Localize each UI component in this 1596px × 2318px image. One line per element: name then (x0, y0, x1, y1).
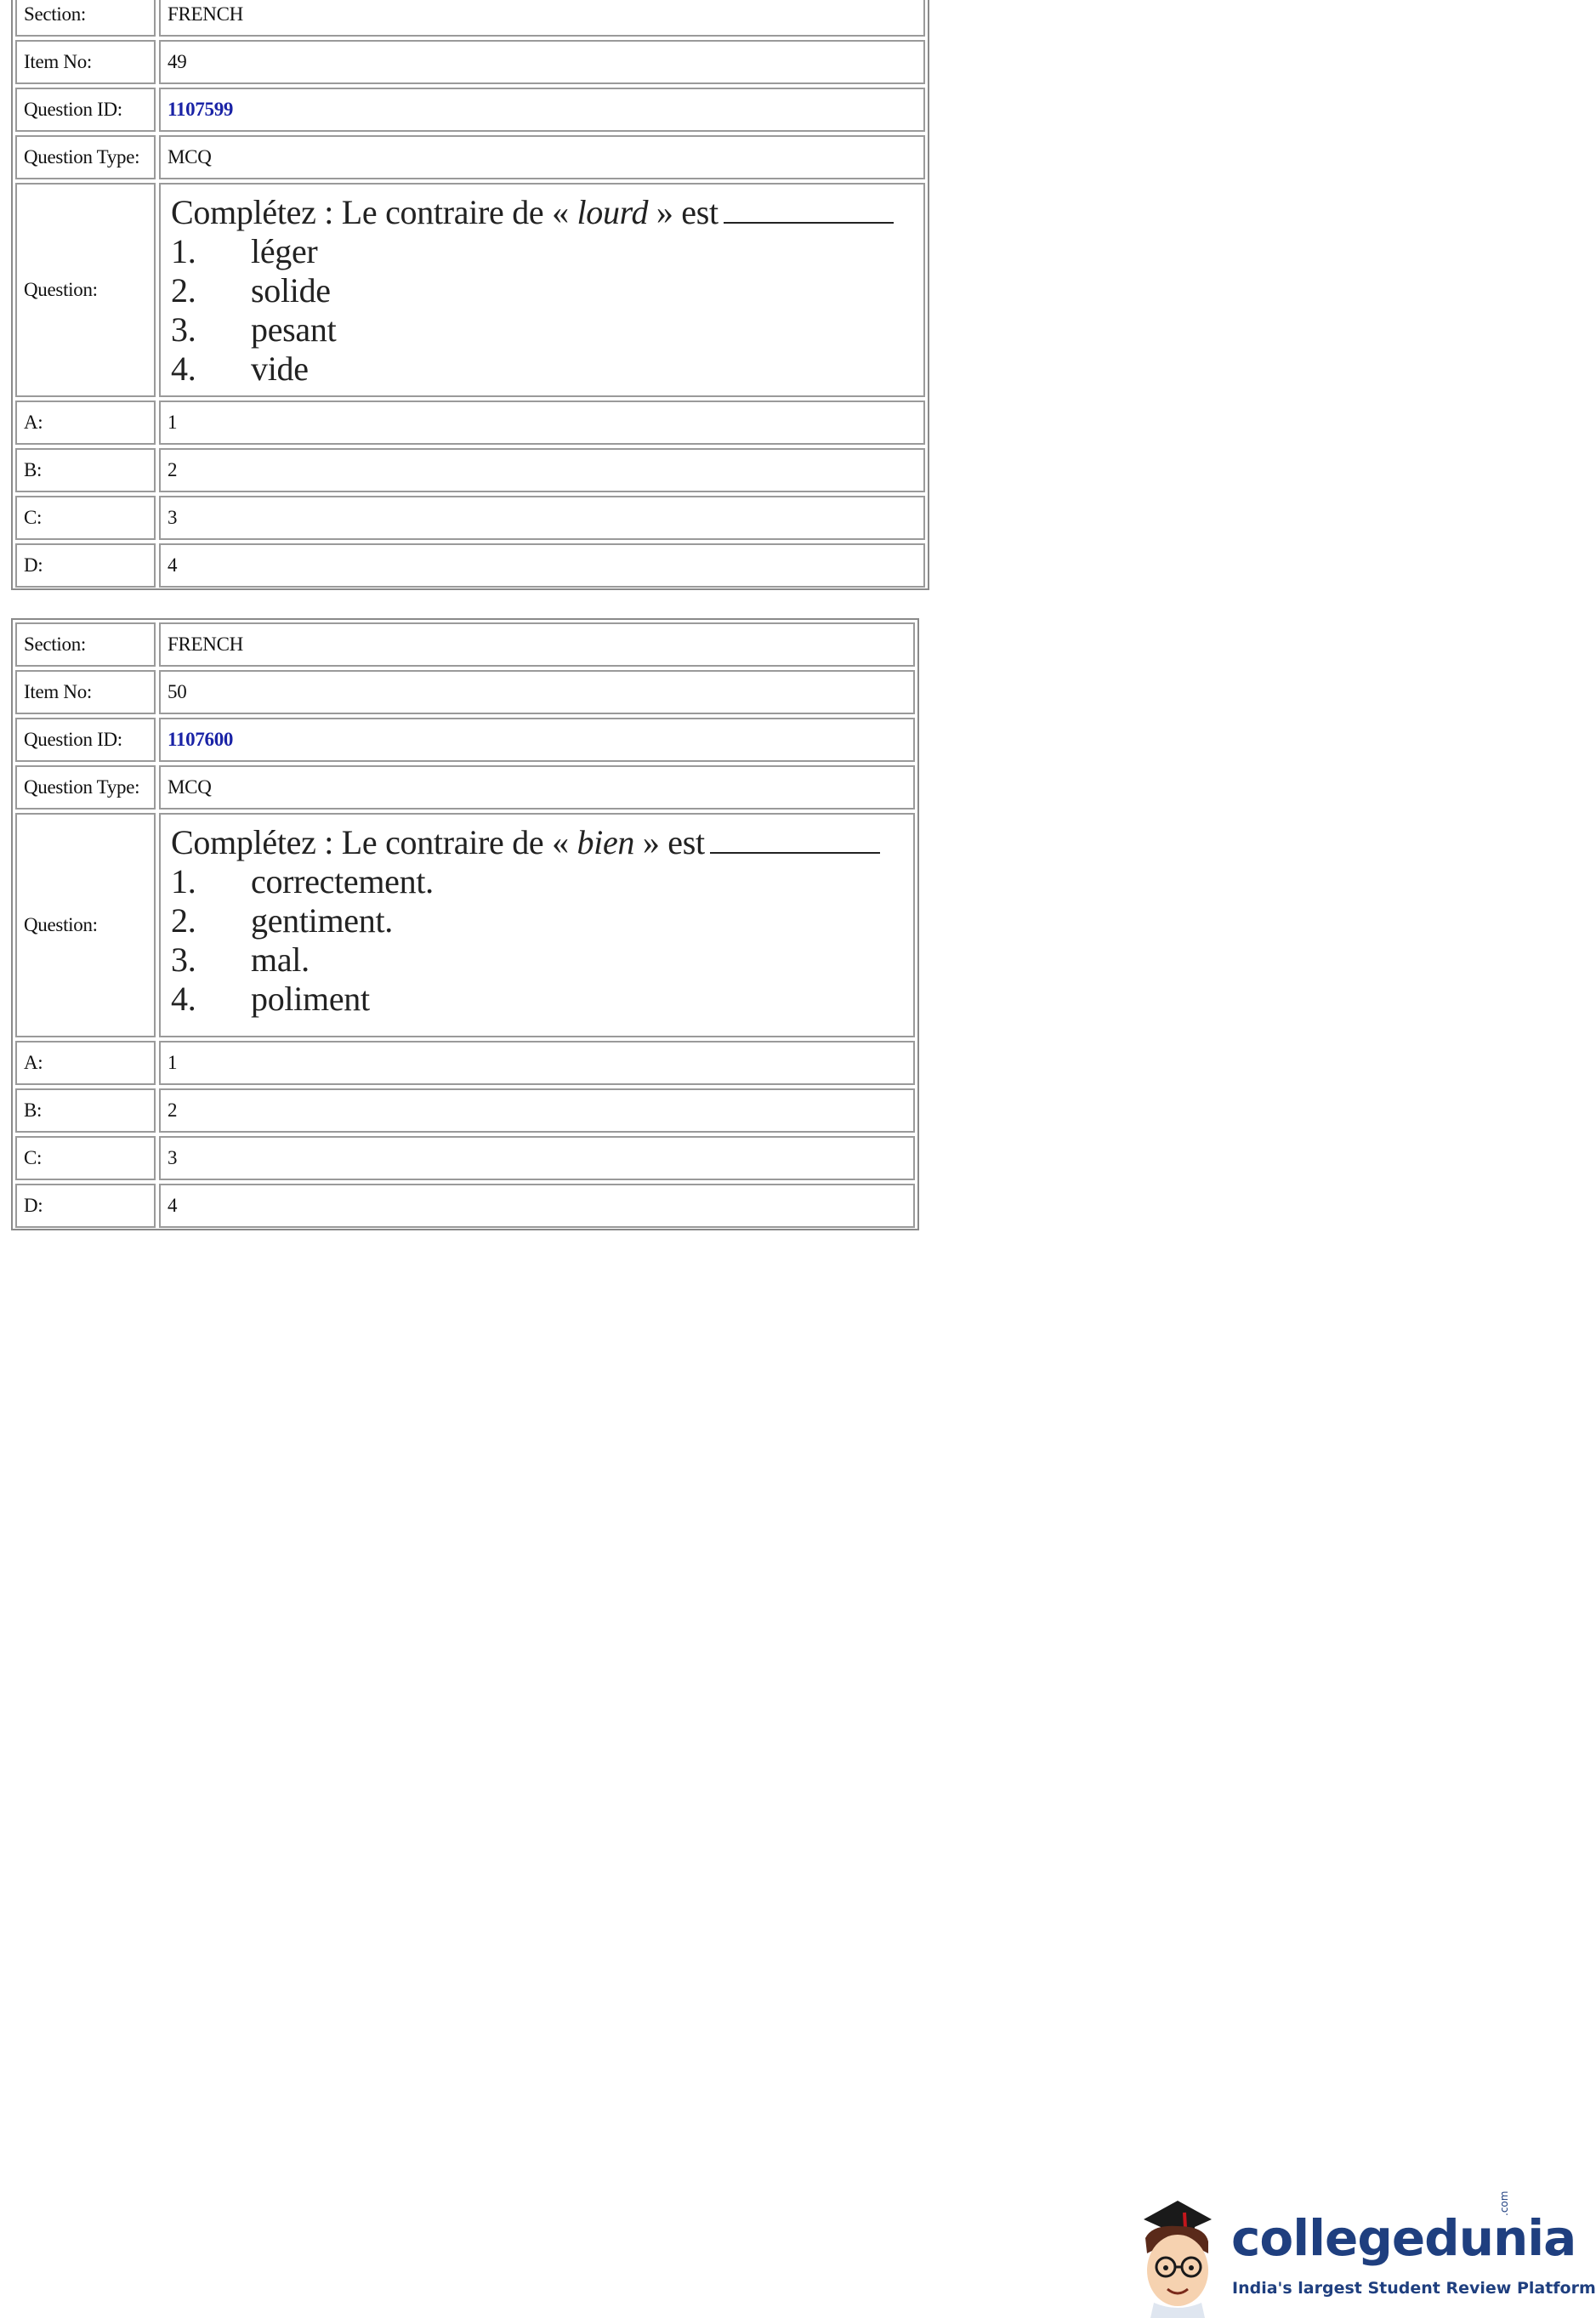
answer-b-label: B: (15, 1088, 156, 1133)
answer-b-label: B: (15, 448, 156, 492)
answer-c-row (15, 496, 925, 540)
question-type-row (15, 765, 915, 810)
option-number: 3. (171, 940, 196, 979)
option-number: 4. (171, 349, 196, 388)
option-text: gentiment. (251, 901, 393, 940)
option-number: 3. (171, 310, 196, 349)
question-type-label: Question Type: (15, 765, 156, 810)
question-stem (171, 823, 880, 862)
answer-b-row (15, 448, 925, 492)
option-item (171, 271, 894, 310)
question-table-50 (11, 618, 919, 1230)
answer-c-label: C: (15, 496, 156, 540)
answer-b-value: 2 (159, 448, 925, 492)
stem-suffix: » est (656, 193, 718, 231)
answer-a-value: 1 (159, 1041, 915, 1085)
answer-a-row (15, 401, 925, 445)
mascot-icon (1144, 2201, 1212, 2318)
section-row (15, 622, 915, 667)
answer-a-label: A: (15, 1041, 156, 1085)
item-no-row (15, 670, 915, 714)
option-text: solide (251, 271, 331, 310)
question-id-label: Question ID: (15, 718, 156, 762)
item-no-value: 49 (159, 40, 925, 84)
item-no-value: 50 (159, 670, 915, 714)
item-no-label: Item No: (15, 670, 156, 714)
option-number: 4. (171, 980, 196, 1018)
question-stem-image (161, 185, 904, 389)
section-label: Section: (15, 0, 156, 37)
answer-c-value: 3 (159, 496, 925, 540)
question-stem (171, 193, 894, 232)
option-number: 1. (171, 232, 196, 270)
answer-c-label: C: (15, 1136, 156, 1180)
answer-a-label: A: (15, 401, 156, 445)
option-text: léger (251, 232, 318, 270)
answer-d-row (15, 543, 925, 588)
question-row (15, 183, 925, 397)
option-item (171, 901, 880, 940)
stem-word: lourd (576, 193, 649, 231)
answer-d-row (15, 1184, 915, 1228)
question-id-row (15, 88, 925, 132)
answer-a-value: 1 (159, 401, 925, 445)
brand-com: .com (1498, 2190, 1510, 2216)
option-text: pesant (251, 310, 337, 349)
question-id-row (15, 718, 915, 762)
option-text: vide (251, 349, 309, 388)
option-number: 2. (171, 901, 196, 940)
question-row (15, 813, 915, 1037)
option-item (171, 310, 894, 349)
answer-d-value: 4 (159, 543, 925, 588)
stem-prefix: Complétez : Le contraire de « (171, 193, 569, 231)
option-item (171, 862, 880, 901)
question-type-value: MCQ (159, 765, 915, 810)
stem-word: bien (576, 823, 635, 861)
option-item (171, 232, 894, 271)
option-text: poliment (251, 980, 370, 1018)
answer-blank (710, 827, 880, 854)
item-no-label: Item No: (15, 40, 156, 84)
question-label: Question: (15, 183, 156, 397)
question-table-49 (11, 0, 929, 590)
question-type-label: Question Type: (15, 135, 156, 179)
option-text: mal. (251, 940, 310, 979)
item-no-row (15, 40, 925, 84)
answer-c-row (15, 1136, 915, 1180)
section-value: FRENCH (159, 622, 915, 667)
question-label: Question: (15, 813, 156, 1037)
question-id-value: 1107599 (168, 99, 234, 120)
question-id-cell (159, 88, 925, 132)
question-body (159, 183, 925, 397)
stem-prefix: Complétez : Le contraire de « (171, 823, 569, 861)
answer-c-value: 3 (159, 1136, 915, 1180)
answer-b-value: 2 (159, 1088, 915, 1133)
option-number: 2. (171, 271, 196, 310)
option-text: correctement. (251, 862, 434, 900)
question-id-label: Question ID: (15, 88, 156, 132)
question-type-value: MCQ (159, 135, 925, 179)
question-id-value: 1107600 (168, 729, 234, 750)
question-stem-image (161, 815, 890, 1019)
option-item (171, 349, 894, 389)
stem-suffix: » est (642, 823, 705, 861)
answer-d-label: D: (15, 1184, 156, 1228)
answer-blank (724, 196, 894, 224)
brand-tagline: India's largest Student Review Platform (1232, 2279, 1596, 2298)
question-id-cell (159, 718, 915, 762)
section-value: FRENCH (159, 0, 925, 37)
option-item (171, 940, 880, 980)
question-type-row (15, 135, 925, 179)
section-row (15, 0, 925, 37)
answer-d-label: D: (15, 543, 156, 588)
answer-a-row (15, 1041, 915, 1085)
answer-d-value: 4 (159, 1184, 915, 1228)
brand-name: collegedunia (1231, 2209, 1576, 2267)
option-number: 1. (171, 862, 196, 900)
question-body (159, 813, 915, 1037)
answer-b-row (15, 1088, 915, 1133)
option-item (171, 980, 880, 1019)
section-label: Section: (15, 622, 156, 667)
